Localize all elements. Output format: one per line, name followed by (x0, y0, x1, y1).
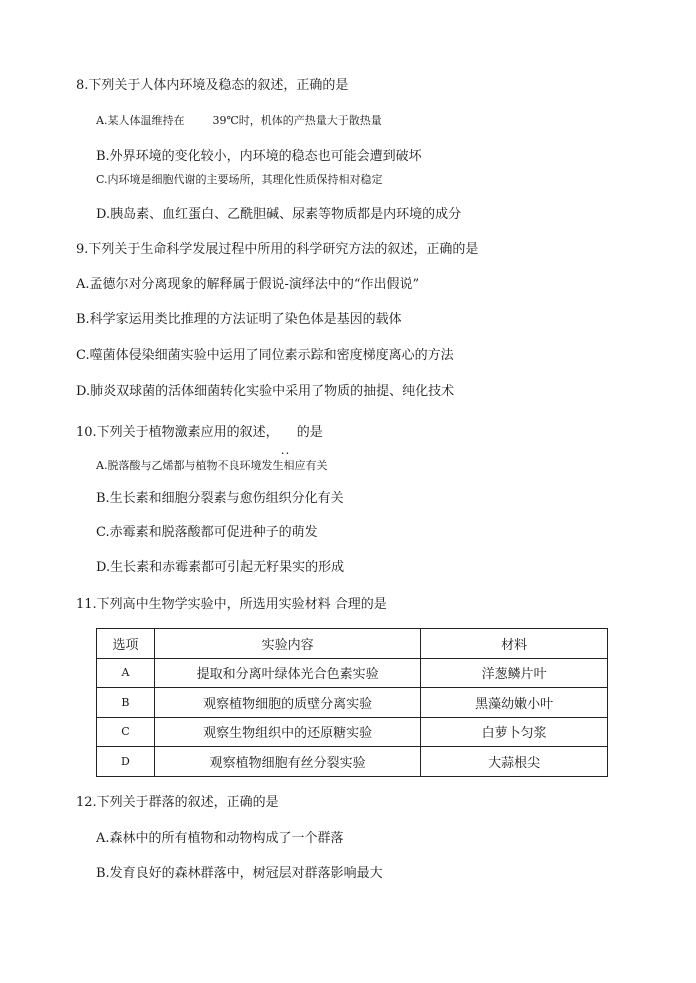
row-content: 观察植物细胞有丝分裂实验 (154, 747, 420, 777)
row-material: 黑藻幼嫩小叶 (421, 688, 608, 718)
row-option: D (97, 747, 155, 777)
table-row (97, 658, 608, 688)
row-content: 观察生物组织中的还原糖实验 (154, 717, 420, 747)
table-row (97, 717, 608, 747)
header-content: 实验内容 (154, 629, 420, 659)
q9-option-c: C.噬菌体侵染细菌实验中运用了同位素示踪和密度梯度离心的方法 (76, 348, 454, 363)
q8-option-d: D.胰岛素、血红蛋白、乙酰胆碱、尿素等物质都是内环境的成分 (96, 207, 462, 222)
table-row (97, 747, 608, 777)
experiment-table (96, 628, 608, 777)
row-content: 观察植物细胞的质壁分离实验 (154, 688, 420, 718)
row-material: 大蒜根尖 (421, 747, 608, 777)
row-material: 洋葱鳞片叶 (421, 658, 608, 688)
row-material: 白萝卜匀浆 (421, 717, 608, 747)
q10-option-b: B.生长素和细胞分裂素与愈伤组织分化有关 (96, 491, 344, 506)
q8-stem: 8.下列关于人体内环境及稳态的叙述，正确的是 (76, 78, 349, 93)
q12-option-b: B.发育良好的森林群落中，树冠层对群落影响最大 (96, 866, 383, 881)
q10-option-c: C.赤霉素和脱落酸都可促进种子的萌发 (96, 525, 318, 540)
q8-option-a-temp: 39℃时，机体的产热量大于散热量 (212, 114, 382, 127)
row-content: 提取和分离叶绿体光合色素实验 (154, 658, 420, 688)
q10-option-a: A.脱落酸与乙烯都与植物不良环境发生相应有关 (96, 459, 328, 472)
header-material: 材料 (421, 629, 608, 659)
q8-option-a (96, 113, 382, 129)
q10-option-d: D.生长素和赤霉素都可引起无籽果实的形成 (96, 560, 345, 575)
q8-option-a-prefix: A.某人体温维持在 (96, 114, 185, 127)
q10-stem-start: 10.下列关于植物激素应用的叙述， (76, 425, 279, 440)
q12-stem: 12.下列关于群落的叙述，正确的是 (76, 795, 279, 810)
q9-option-d: D.肺炎双球菌的活体细菌转化实验中采用了物质的抽提、纯化技术 (76, 384, 455, 399)
table-header-row (97, 629, 608, 659)
table-row (97, 688, 608, 718)
row-option: C (97, 717, 155, 747)
q10-stem-end: 的是 (296, 425, 323, 440)
q9-option-a: A.孟德尔对分离现象的解释属于假说-演绎法中的“作出假说” (76, 277, 420, 292)
q10-stem (76, 425, 323, 441)
q11-stem (76, 597, 387, 613)
q9-option-b: B.科学家运用类比推理的方法证明了染色体是基因的载体 (76, 312, 402, 327)
q8-option-c: C.内环境是细胞代谢的主要场所，其理化性质保持相对稳定 (96, 173, 383, 186)
row-option: B (97, 688, 155, 718)
q11-stem-start: 11.下列高中生物学实验中，所选用实验材料 (76, 597, 331, 612)
q8-option-b: B.外界环境的变化较小，内环境的稳态也可能会遭到破坏 (96, 149, 422, 164)
header-option: 选项 (97, 629, 155, 659)
q11-stem-end: 合理的是 (334, 597, 387, 612)
q12-option-a: A.森林中的所有植物和动物构成了一个群落 (96, 831, 344, 846)
row-option: A (97, 658, 155, 688)
q9-stem: 9.下列关于生命科学发展过程中所用的科学研究方法的叙述，正确的是 (76, 242, 479, 257)
